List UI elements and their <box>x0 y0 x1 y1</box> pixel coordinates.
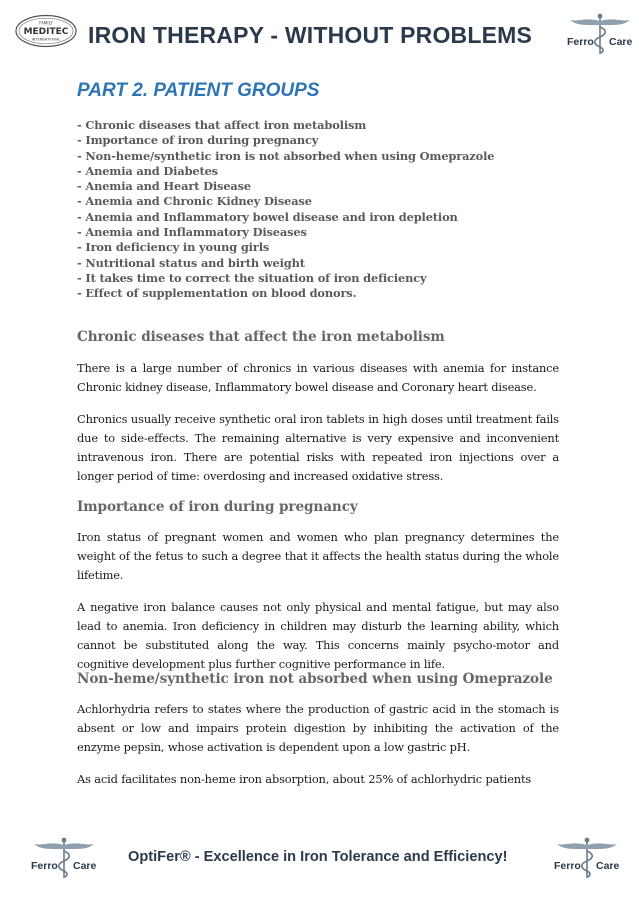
section-heading: Importance of iron during pregnancy <box>77 499 358 515</box>
list-item: - Anemia and Heart Disease <box>77 179 252 194</box>
svg-text:FAMILY: FAMILY <box>39 20 53 26</box>
list-item: - Anemia and Diabetes <box>77 163 218 178</box>
svg-text:Ferro: Ferro <box>31 860 58 872</box>
paragraph: There is a large number of chronics in various diseases with anemia for instance Chronic kidney disease, Inflammatory bowel disease and Coronary heart disease. <box>77 361 559 394</box>
footer-tagline: OptiFer® - Excellence in Iron Tolerance and Efficiency! <box>128 849 508 865</box>
list-item: - It takes time to correct the situation of iron deficiency <box>77 270 427 285</box>
ferrocare-logo-header <box>564 12 636 56</box>
svg-text:Care: Care <box>596 860 620 872</box>
list-item: - Chronic diseases that affect iron metabolism <box>77 118 367 132</box>
section-chronic-diseases <box>77 329 559 486</box>
svg-text:INTERNATIONAL: INTERNATIONAL <box>31 37 61 42</box>
list-item: - Iron deficiency in young girls <box>77 240 270 255</box>
section-heading: Chronic diseases that affect the iron metabolism <box>77 329 445 345</box>
ferrocare-logo-footer-left <box>28 836 100 880</box>
list-item: - Anemia and Inflammatory bowel disease and iron depletion <box>77 209 458 224</box>
list-item: - Anemia and Inflammatory Diseases <box>77 225 307 240</box>
page-header <box>0 0 639 70</box>
svg-text:Care: Care <box>73 860 97 872</box>
paragraph: Achlorhydria refers to states where the production of gastric acid in the stomach is absent or low and impairs protein digestion by inhibiting the activation of the enzyme pepsin, whose activation is dependent upon a low gastric pH. <box>77 702 559 754</box>
section-pregnancy <box>77 499 559 674</box>
part-title: PART 2. PATIENT GROUPS <box>77 80 320 101</box>
svg-text:MEDITEC: MEDITEC <box>23 27 69 37</box>
section-heading: Non-heme/synthetic iron not absorbed when using Omeprazole <box>77 671 553 687</box>
paragraph: Chronics usually receive synthetic oral iron tablets in high doses until treatment fails due to side-effects. The remaining alternative is very expensive and inconvenient intravenous iron. There are potential risks with repeated iron injections over a longer period of time: overdosing and increased oxidative stress. <box>77 412 559 483</box>
topic-list <box>77 118 557 302</box>
list-item: - Nutritional status and birth weight <box>77 255 305 270</box>
svg-text:Ferro: Ferro <box>567 36 594 48</box>
paragraph: As acid facilitates non-heme iron absorption, about 25% of achlorhydric patients <box>77 772 532 786</box>
paragraph: A negative iron balance causes not only physical and mental fatigue, but may also lead to anemia. Iron deficiency in children may disturb the learning ability, which cannot be substituted along the way. This concerns mainly psycho-motor and cognitive development plus further cognitive performance in life. <box>77 600 559 671</box>
list-item: - Non-heme/synthetic iron is not absorbed when using Omeprazole <box>77 148 495 163</box>
paragraph: Iron status of pregnant women and women who plan pregnancy determines the weight of the fetus to such a degree that it affects the health status during the whole lifetime. <box>77 530 559 582</box>
svg-text:Ferro: Ferro <box>554 860 581 872</box>
header-title: IRON THERAPY - WITHOUT PROBLEMS <box>88 22 533 48</box>
section-omeprazole <box>77 671 559 789</box>
list-item: - Effect of supplementation on blood donors. <box>77 286 357 301</box>
meditec-logo <box>15 14 77 48</box>
ferrocare-logo-footer-right <box>551 836 623 880</box>
svg-text:Care: Care <box>609 36 633 48</box>
list-item: - Anemia and Chronic Kidney Disease <box>77 194 312 209</box>
list-item: - Importance of iron during pregnancy <box>77 133 319 148</box>
